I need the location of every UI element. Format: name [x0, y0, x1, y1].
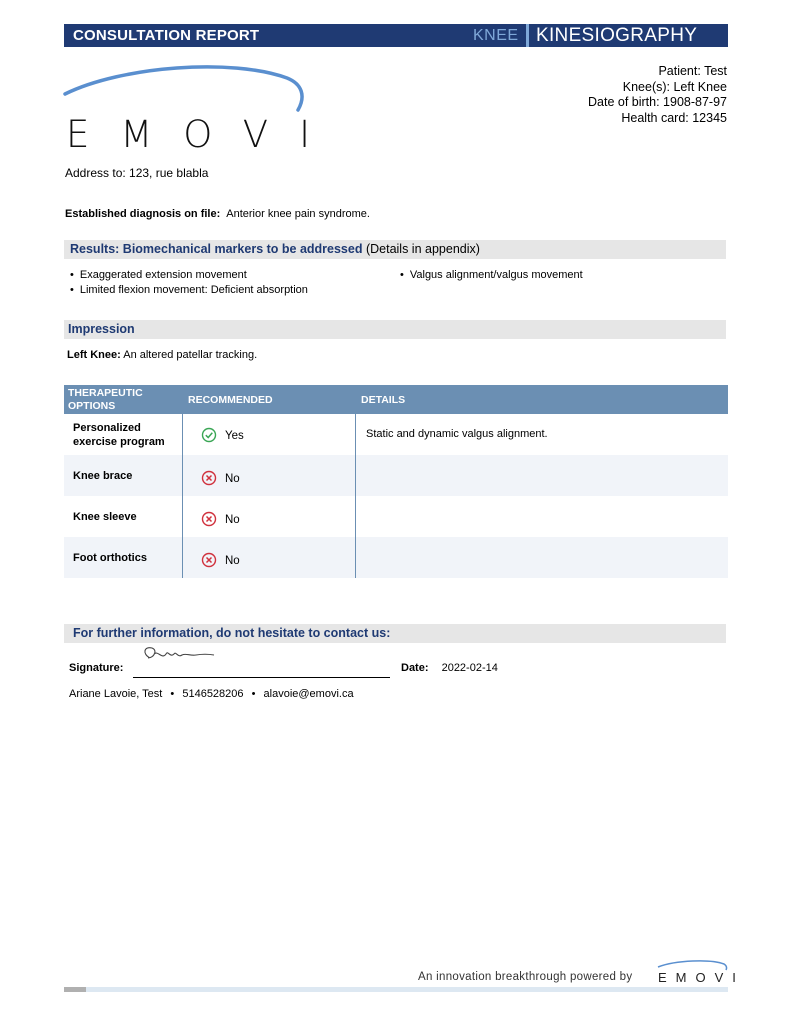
patient-name: Patient: Test — [658, 64, 727, 78]
footer-rule-accent — [64, 987, 86, 992]
knee-label: KNEE — [473, 27, 519, 44]
header-divider — [526, 24, 529, 47]
recommended-value: No — [225, 555, 240, 567]
product-label: KINESIOGRAPHY — [536, 25, 698, 46]
x-circle-icon — [201, 511, 217, 527]
table-row — [64, 537, 728, 578]
emovi-logo-text: EMOVI — [66, 113, 341, 156]
impression-text — [67, 349, 257, 361]
results-subtitle: (Details in appendix) — [365, 242, 480, 256]
impression-section-header — [64, 320, 726, 339]
diagnosis — [65, 208, 370, 220]
footer-tagline: An innovation breakthrough powered by — [418, 971, 633, 983]
impression-value: An altered patellar tracking. — [123, 349, 258, 361]
list-item: • Limited flexion movement: Deficient absorption — [70, 283, 308, 298]
option-name: Foot orthotics — [73, 552, 147, 564]
recommended-value: No — [225, 473, 240, 485]
signature-line — [133, 677, 390, 678]
table-row — [64, 496, 728, 537]
recommended-value: Yes — [225, 430, 244, 442]
table-row — [64, 455, 728, 496]
therapeutic-options-table — [64, 385, 728, 578]
report-title: CONSULTATION REPORT — [73, 27, 260, 44]
details-value: Static and dynamic valgus alignment. — [366, 428, 548, 440]
recommended-value: No — [225, 514, 240, 526]
header-recommended: RECOMMENDED — [188, 394, 273, 406]
contact-name: Ariane Lavoie, Test — [69, 688, 163, 700]
table-row — [64, 414, 728, 455]
report-header-bar — [64, 24, 728, 47]
diagnosis-value: Anterior knee pain syndrome. — [226, 208, 370, 220]
footer-logo-text: EMOVI — [658, 970, 745, 985]
impression-label: Left Knee: — [67, 349, 121, 361]
emovi-logo-arc — [62, 58, 307, 112]
results-title: Results: Biomechanical markers to be addressed — [70, 242, 363, 256]
x-circle-icon — [201, 552, 217, 568]
column-divider — [182, 414, 183, 578]
list-item: • Exaggerated extension movement — [70, 268, 308, 283]
contact-email: alavoie@emovi.ca — [263, 688, 354, 700]
date-field — [401, 662, 498, 674]
date-value: 2022-02-14 — [441, 662, 498, 674]
signature-label: Signature: — [69, 662, 124, 674]
option-name: Knee brace — [73, 470, 133, 482]
check-circle-icon — [201, 427, 217, 443]
option-name: Knee sleeve — [73, 511, 137, 523]
table-header — [64, 385, 728, 414]
patient-health-card: Health card: 12345 — [621, 110, 727, 125]
list-item: • Valgus alignment/valgus movement — [400, 268, 583, 283]
column-divider — [355, 414, 356, 578]
results-list-right — [400, 268, 583, 283]
header-details: DETAILS — [361, 394, 406, 406]
header-options: THERAPEUTIC OPTIONS — [68, 387, 143, 412]
date-label: Date: — [401, 662, 429, 674]
contact-phone: 5146528206 — [182, 688, 244, 700]
footer-rule — [64, 987, 728, 992]
diagnosis-label: Established diagnosis on file: — [65, 208, 221, 220]
option-name: Personalized exercise program — [73, 422, 165, 448]
patient-knees: Knee(s): Left Knee — [622, 79, 727, 94]
contact-section-header — [64, 624, 726, 643]
contact-title: For further information, do not hesitate to contact us: — [73, 626, 391, 640]
patient-dob: Date of birth: 1908-87-97 — [588, 95, 727, 109]
separator-dot: • — [251, 688, 256, 700]
impression-title: Impression — [68, 322, 135, 336]
address-line: Address to: 123, rue blabla — [65, 166, 209, 180]
contact-info — [69, 688, 354, 700]
results-list-left — [70, 268, 308, 298]
patient-info — [588, 64, 727, 126]
separator-dot: • — [170, 688, 175, 700]
results-section-header — [64, 240, 726, 259]
handwritten-signature — [140, 644, 218, 666]
x-circle-icon — [201, 470, 217, 486]
